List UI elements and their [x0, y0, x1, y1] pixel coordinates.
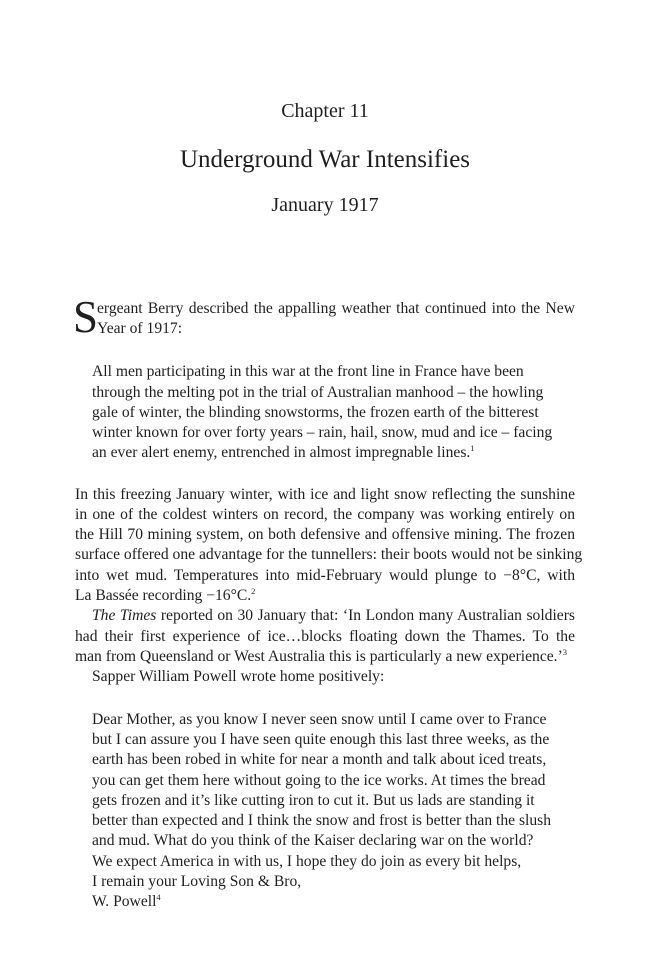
- footnote-ref: 2: [251, 585, 256, 596]
- letter-line: better than expected and I think the snow and frost is better than the slush: [92, 812, 552, 829]
- letter-line: earth has been robed in white for near a month and talk about iced treats,: [92, 751, 547, 768]
- para2-line-2: had their first experience of ice…blocks floating down the Thames. To the: [75, 628, 575, 645]
- letter-line: We expect America in with us, I hope they do join as every bit helps,: [92, 853, 522, 870]
- letter-signature: W. Powell$^4$: [92, 891, 161, 910]
- chapter-number: Chapter 11: [281, 100, 369, 122]
- footnote-ref: 3: [562, 646, 568, 657]
- para1-line: in one of the coldest winters on record, the company was working entirely on: [75, 506, 575, 523]
- para1-line: surface offered one advantage for the tunnellers: their boots would not be sinking: [75, 546, 583, 563]
- para1-line: into wet mud. Temperatures into mid-February would plunge to −8°C, with: [75, 567, 575, 584]
- drop-cap: S: [73, 292, 99, 342]
- quote1-line: gale of winter, the blinding snowstorms, the frozen earth of the bitterest: [92, 404, 539, 421]
- chapter-title: Underground War Intensifies: [179, 146, 471, 173]
- letter-line: Dear Mother, as you know I never seen snow until I came over to France: [92, 711, 547, 728]
- opening-line-2: Year of 1917:: [97, 320, 183, 337]
- publication-title: The Times: [92, 607, 157, 624]
- opening-line-1: ergeant Berry described the appalling weather that continued into the New: [97, 300, 575, 317]
- para2-line-3: man from Queensland or West Australia this is particularly a new experience.’$^3$: [75, 646, 568, 665]
- footnote-ref: 4: [156, 891, 161, 902]
- quote1-line-last: an ever alert enemy, entrenched in almost impregnable lines.$^1$: [92, 442, 475, 461]
- quote1-line: All men participating in this war at the front line in France have been: [92, 363, 524, 380]
- para1-line: In this freezing January winter, with ice and light snow reflecting the sunshine: [75, 486, 575, 503]
- para1-line-last: La Bassée recording −16°C.$^2$: [75, 585, 256, 604]
- quote1-line: through the melting pot in the trial of Australian manhood – the howling: [92, 384, 544, 401]
- letter-line: gets frozen and it’s like cutting iron to cut it. But us lads are standing it: [92, 792, 535, 809]
- quote1-line: winter known for over forty years – rain, hail, snow, mud and ice – facing: [92, 424, 553, 441]
- para2-line-1: The Times reported on 30 January that: ‘In London many Australian soldiers: [92, 607, 575, 624]
- letter-line: but I can assure you I have seen quite enough this last three weeks, as the: [92, 731, 550, 748]
- para3-line: Sapper William Powell wrote home positively:: [92, 668, 385, 685]
- chapter-date: January 1917: [271, 194, 379, 216]
- letter-line: I remain your Loving Son & Bro,: [92, 873, 302, 890]
- letter-line: and mud. What do you think of the Kaiser declaring war on the world?: [92, 832, 534, 849]
- para1-line: the Hill 70 mining system, on both defensive and offensive mining. The frozen: [75, 526, 575, 543]
- footnote-ref: 1: [470, 442, 475, 453]
- letter-line: you can get them here without going to the ice works. At times the bread: [92, 772, 546, 789]
